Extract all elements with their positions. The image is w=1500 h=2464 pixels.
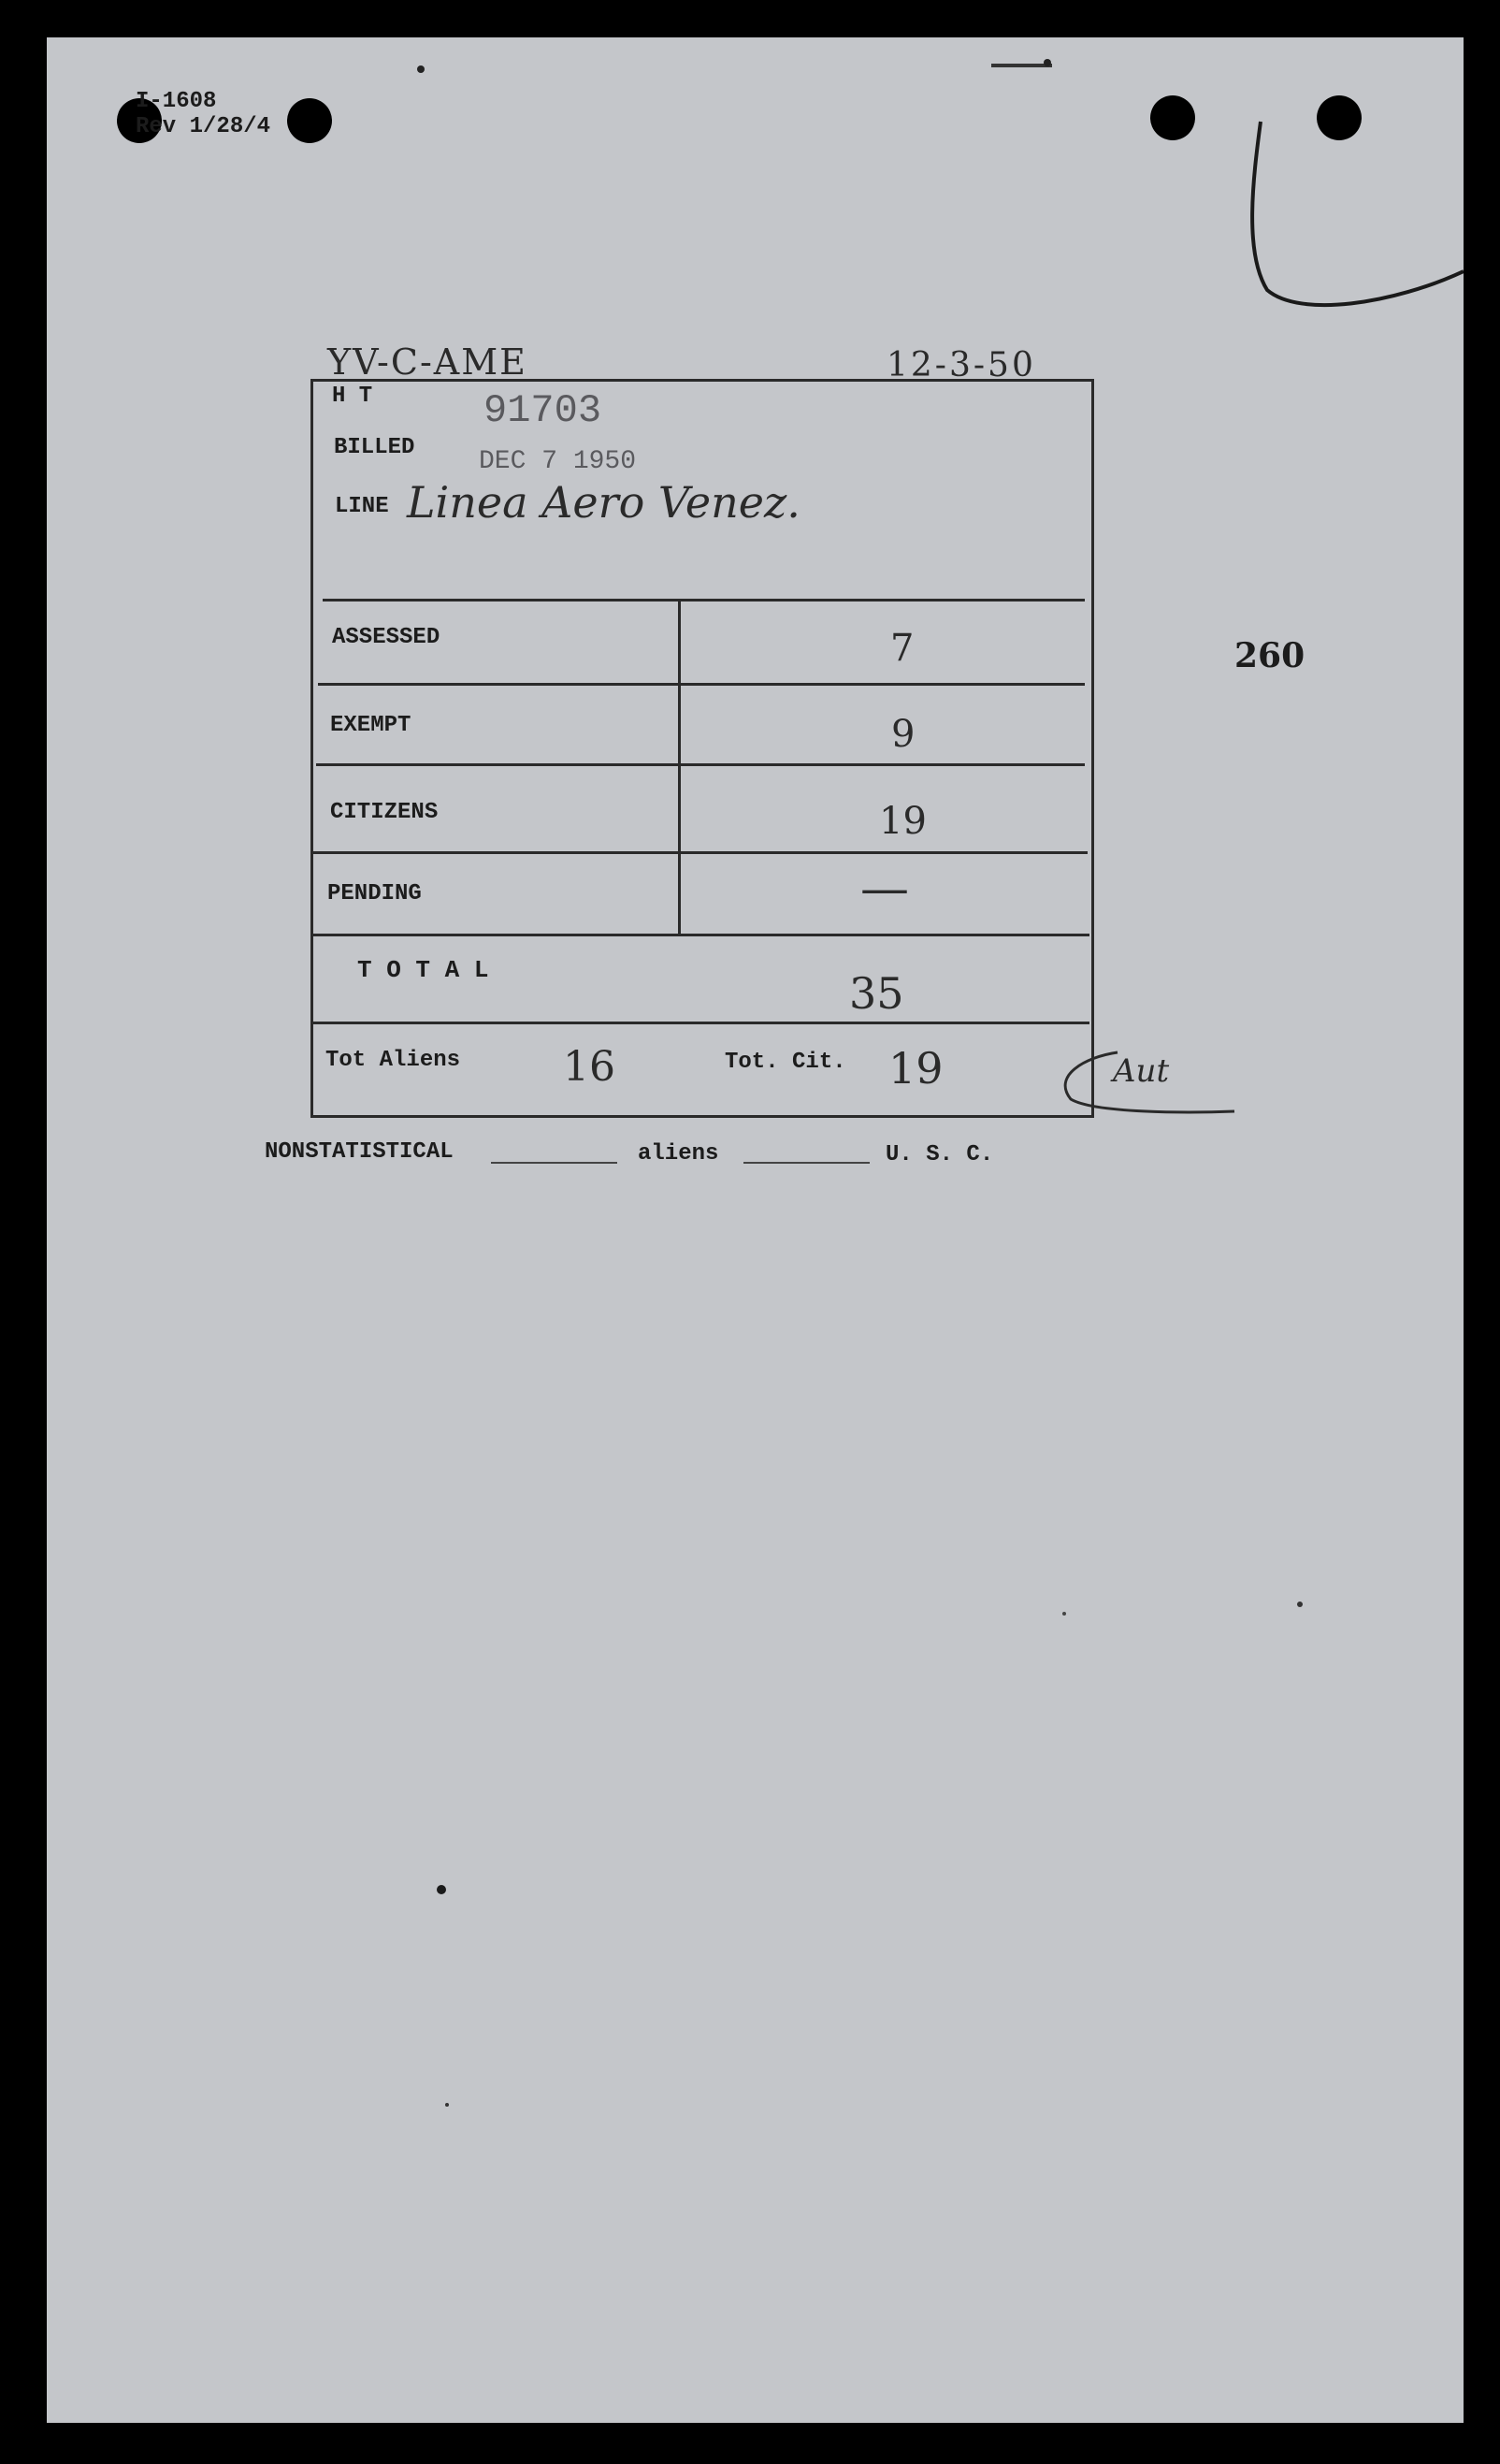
nonstatistical-label: NONSTATISTICAL [265,1139,454,1165]
row-label-pending: PENDING [327,881,422,906]
tot-cit-label: Tot. Cit. [725,1050,846,1075]
billed-date-stamp: DEC 7 1950 [479,447,637,476]
ht-label: H T [332,384,373,409]
divider [313,1022,1089,1024]
row-value-exempt: 9 [891,713,916,756]
row-label-assessed: ASSESSED [332,625,440,650]
page-number: 260 [1234,636,1305,675]
divider [313,934,1089,936]
tot-aliens-value: 16 [563,1043,615,1091]
billed-label: BILLED [334,435,415,460]
divider [316,763,1085,766]
row-value-pending: — [860,861,909,917]
aliens-label: aliens [638,1141,719,1167]
document-page [47,37,1464,2423]
form-revision: Rev 1/28/4 [136,114,271,139]
flight-code-annotation: YV-C-AME [327,341,527,383]
nonstatistical-blank [491,1162,617,1164]
total-value: 35 [849,968,904,1019]
aliens-blank [743,1162,870,1164]
row-value-assessed: 7 [890,627,915,670]
row-value-citizens: 19 [879,800,927,843]
airline-name-handwritten: Linea Aero Venez. [407,477,800,528]
total-label: T O T A L [357,956,489,984]
column-divider [678,599,681,934]
row-label-citizens: CITIZENS [330,800,439,825]
form-number: I-1608 [136,89,217,114]
punch-hole-right-2 [1317,95,1362,140]
usc-label: U. S. C. [886,1142,994,1167]
divider [313,851,1088,854]
tot-aliens-label: Tot Aliens [325,1048,461,1073]
initials-signature: Aut [1113,1052,1170,1090]
divider [318,683,1085,686]
divider [323,599,1085,602]
ht-value-stamp: 91703 [483,388,602,433]
tot-cit-value: 19 [888,1043,944,1094]
punch-hole-left-2 [287,98,332,143]
punch-hole-right-1 [1150,95,1195,140]
line-label: LINE [335,494,389,519]
date-annotation: 12-3-50 [887,346,1036,384]
row-label-exempt: EXEMPT [330,713,411,738]
